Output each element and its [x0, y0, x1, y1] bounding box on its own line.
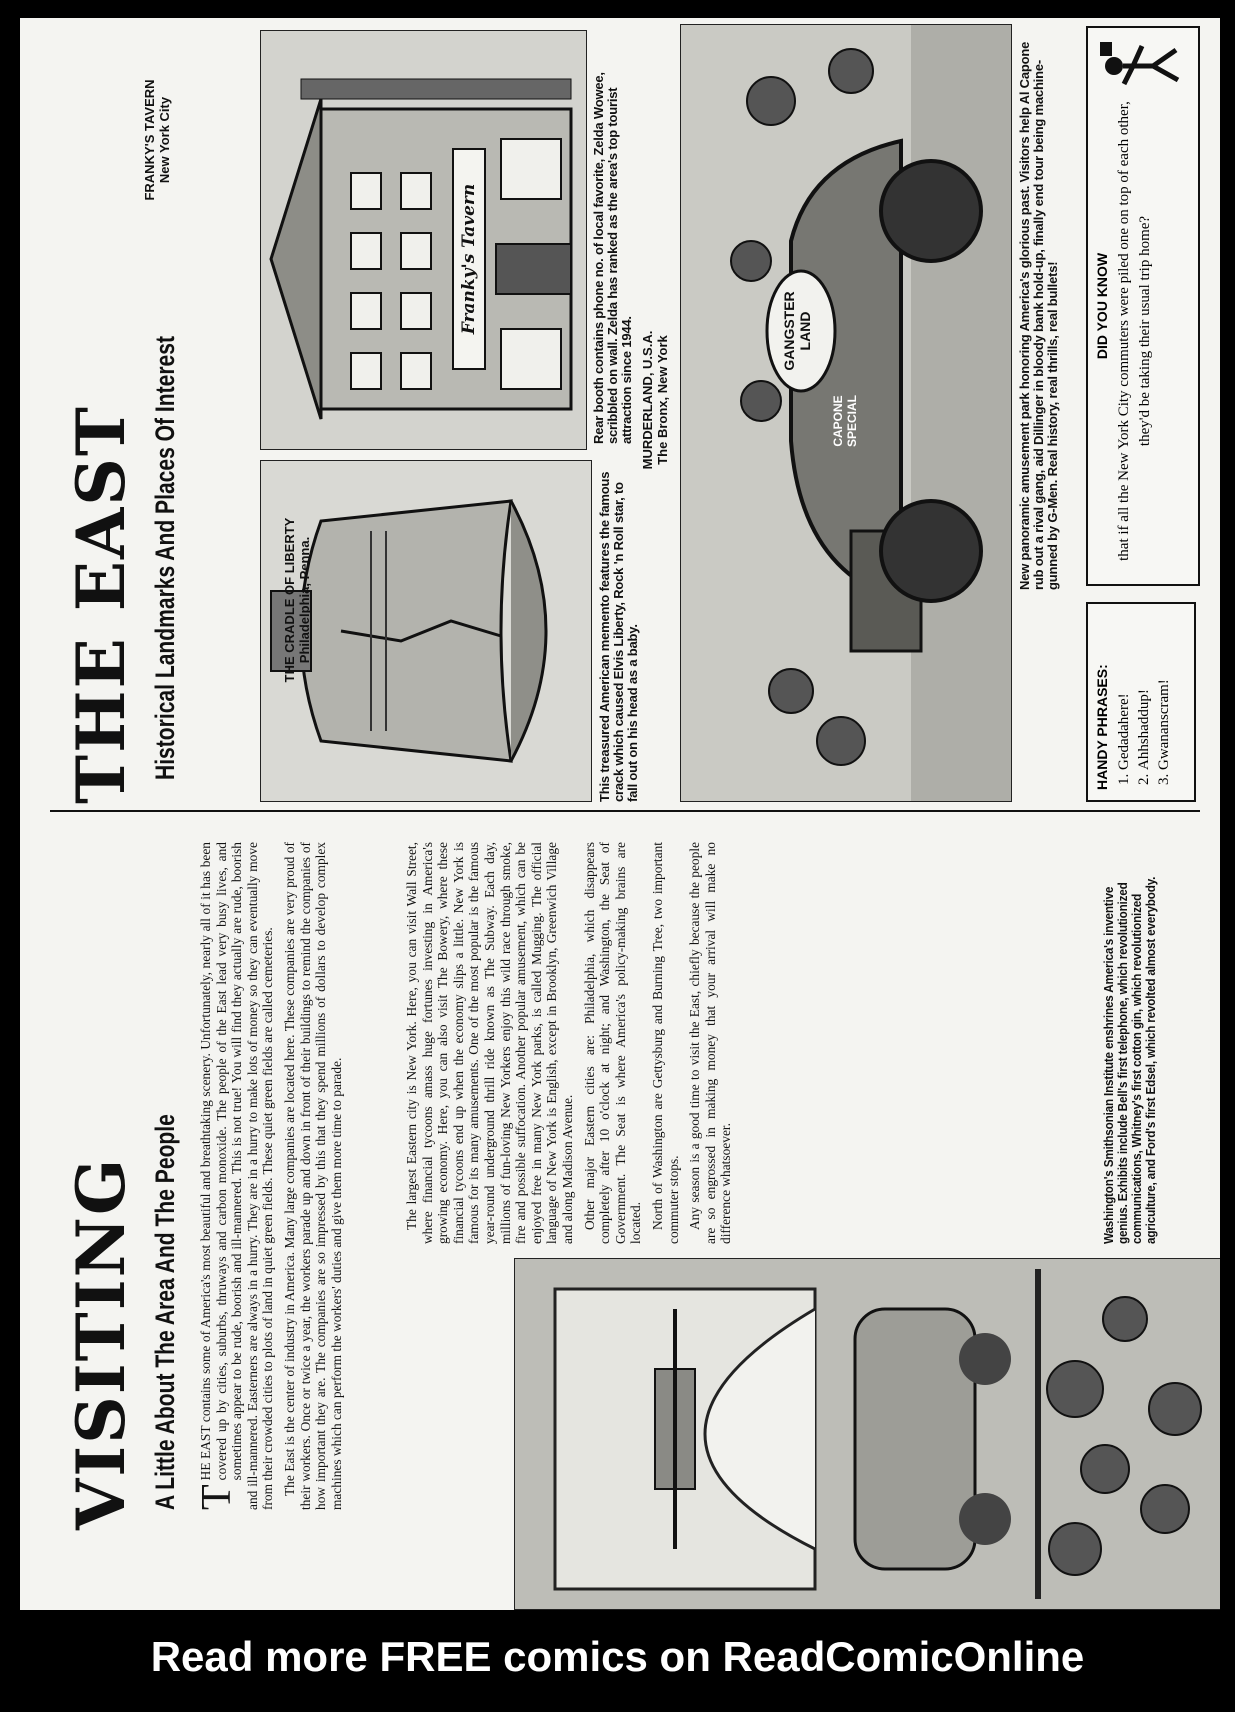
tavern-sign: Franky's Tavern — [459, 183, 479, 335]
capone-special-plate: CAPONE SPECIAL — [831, 395, 859, 448]
right-title: THE EAST — [62, 404, 140, 804]
franky-tavern-label — [142, 30, 172, 250]
franky-tavern-illustration — [260, 30, 587, 450]
footer-banner: Read more FREE comics on ReadComicOnline — [150, 1633, 1085, 1680]
article-part-2 — [404, 842, 740, 1244]
landmark-location: The Bronx, New York — [655, 335, 670, 465]
article-paragraph: Other major Eastern cities are: Philadelphia, which disappears completely after 10 o'clock at night; and Washington, the Seat of Government. The Seat is where America's policy-making brains are located. — [581, 842, 644, 1244]
left-title: VISITING — [62, 1156, 140, 1530]
article-paragraph: The East is the center of industry in America. Many large companies are located here. These companies are very proud of their workers. Once or twice a year, the workers parade up and down in front of their buildings to remind the companies of how important they are. The companies are so impressed by this that they spend millions of dollars to develop complex machines which can perform the workers' duties and give them more time to parade. — [281, 842, 344, 1510]
right-subtitle: Historical Landmarks And Places Of Interest — [150, 336, 180, 780]
handy-phrases-title: HANDY PHRASES: — [1094, 664, 1110, 790]
article-paragraph: North of Washington are Gettysburg and Burning Tree, two important commuter stops. — [649, 842, 681, 1244]
murderland-label — [640, 270, 670, 530]
right-page — [20, 18, 1220, 810]
landmark-location: New York City — [157, 96, 172, 184]
handy-phrases-list — [1114, 614, 1174, 790]
smithsonian-caption: Washington's Smithsonian Institute enshrines America's inventive genius. Exhibits include Bell's first telephone, which revolutionized communications, Whitney's first cotton gin, which revolutionized agriculture, and Ford's first Edsel, which revolted almost everybody. — [1101, 876, 1158, 1244]
list-item: 1. Gedadahere! — [1114, 614, 1134, 770]
liberty-bell-label — [282, 470, 312, 730]
murderland-caption: New panoramic amusement park honoring America's glorious past. Visitors help Al Capone rub out a rival gang, aid Dillinger in bloody bank hold-up, finally end tour being machine-gunned by G-Men. Real history, real thrills, real bullets! — [1017, 41, 1060, 590]
handy-phrases-box — [1086, 602, 1196, 802]
did-you-know-text: that if all the New York City commuters were piled one on top of each other, they'd be taking their usual trip home? — [1116, 101, 1153, 561]
page-fold-divider — [50, 810, 1200, 812]
list-item: 2. Ahhshaddup! — [1134, 614, 1154, 770]
franky-tavern-caption: Rear booth contains phone no. of local favorite, Zelda Wowee, scribbled on wall. Zelda has ranked as the area's top tourist attraction since 1944. — [591, 72, 634, 444]
left-subtitle: A Little About The Area And The People — [150, 1114, 180, 1510]
article-part-1 — [194, 842, 350, 1510]
museum-scene-icon — [515, 1259, 1220, 1609]
landmark-name: MURDERLAND, U.S.A. — [640, 330, 655, 470]
liberty-bell-caption: This treasured American memento features the famous crack which caused Elvis Liberty, Rock 'n Roll star, to fall out on his head as a baby. — [597, 471, 640, 802]
rotated-spread — [20, 18, 1220, 1610]
drop-cap: T — [194, 1484, 240, 1510]
left-page — [20, 810, 1220, 1610]
did-you-know-box — [1086, 26, 1200, 586]
gangsterland-sign: GANGSTER LAND — [781, 291, 813, 371]
murderland-illustration — [680, 24, 1012, 802]
smithsonian-illustration — [514, 1258, 1220, 1610]
article-paragraph: HE EAST contains some of America's most beautiful and breathtaking scenery. Unfortunately, nearly all of it has been covered up by cities, suburbs, thruways and carbon monoxide. The people of the East lead very busy lives, and sometimes appear to be rude, boorish and ill-mannered. This is not true! You will find they actually are rude, boorish and ill-mannered. Easterners are always in a hurry. They are in a hurry to make lots of money so they can eventually move from their crowded cities to plots of land in quiet green fields. These quiet green fields are called cemeteries. — [198, 842, 276, 1510]
did-you-know-title: DID YOU KNOW — [1094, 252, 1110, 360]
list-item: 3. Gwananscram! — [1154, 614, 1174, 770]
article-paragraph: The largest Eastern city is New York. Here, you can visit Wall Street, where financial tycoons amass huge fortunes investing in America's growing economy. Here, you can also visit The Bowery, where these financial tycoons end up when the economy slips a little. New York is famous for its many amusements. One of the most popular is the famous year-round underground thrill ride known as The Subway. Each day, millions of fun-loving New Yorkers enjoy this wild race through smoke, fire and possible suffocation. Another popular amusement, which can be enjoyed free in many New York parks, is called Mugging. The official language of New York is English, except in Brooklyn, Greenwich Village and along Madison Avenue. — [404, 842, 575, 1244]
landmark-name: FRANKY'S TAVERN — [142, 79, 157, 201]
landmark-location: Philadelphia, Penna. — [297, 536, 312, 664]
magazine-page — [20, 18, 1220, 1610]
landmark-name: THE CRADLE OF LIBERTY — [282, 517, 297, 683]
tavern-building-icon — [261, 31, 586, 449]
falling-man-icon — [1098, 36, 1188, 96]
article-paragraph: Any season is a good time to visit the East, chiefly because the people are so engrossed in making money that your arrival will make no difference whatsoever. — [687, 842, 734, 1244]
